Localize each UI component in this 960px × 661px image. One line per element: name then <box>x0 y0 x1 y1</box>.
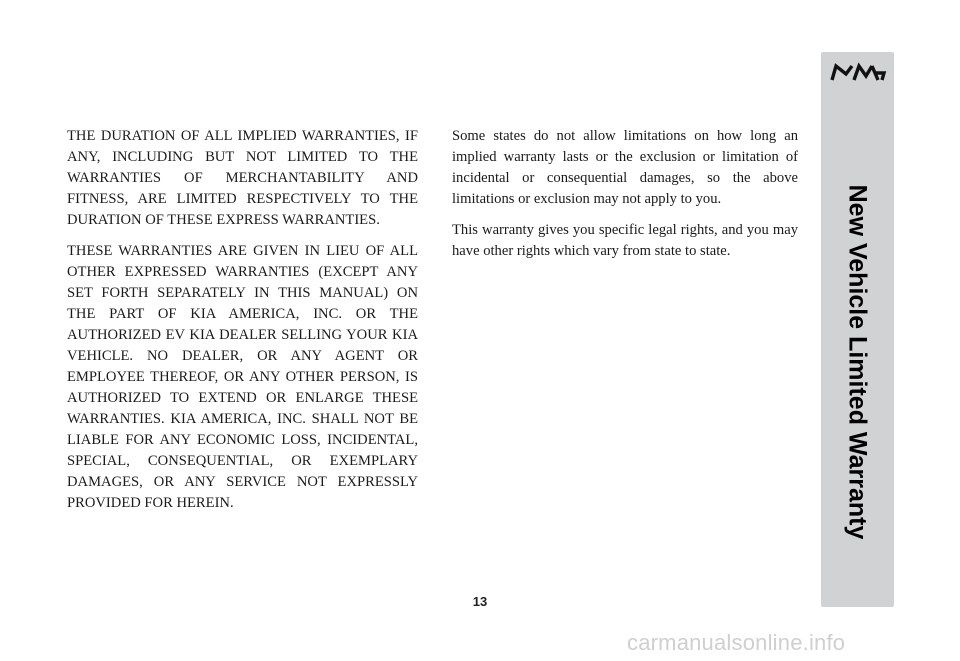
implied-warranty-duration-paragraph: THE DURATION OF ALL IMPLIED WARRANTIES, IF ANY, INCLUDING BUT NOT LIMITED TO THE WARRANTIES OF MERCHANTABILITY AND FITNESS, ARE LIMITED RESPECTIVELY TO THE DURATION OF THESE EXPRESS WARRANTIES. <box>67 128 418 228</box>
page-number: 13 <box>472 594 488 609</box>
legal-rights-paragraph: This warranty gives you specific legal rights, and you may have other rights which vary from state to state. <box>452 222 798 259</box>
side-tab <box>821 52 894 607</box>
watermark: carmanualsonline.info <box>627 630 846 655</box>
right-column <box>452 126 798 272</box>
warranty-lieu-paragraph: THESE WARRANTIES ARE GIVEN IN LIEU OF ALL OTHER EXPRESSED WARRANTIES (EXCEPT ANY SET FORTH SEPARATELY IN THIS MANUAL) ON THE PART OF KIA AMERICA, INC. OR THE AUTHORIZED EV KIA DEALER SELLING YOUR KIA VEHICLE. NO DEALER, OR ANY AGENT OR EMPLOYEE THEREOF, OR ANY OTHER PERSON, IS AUTHORIZED TO EXTEND OR ENLARGE THESE WARRANTIES. KIA AMERICA, INC. SHALL NOT BE LIABLE FOR ANY ECONOMIC LOSS, INCIDENTAL, SPECIAL, CONSEQUENTIAL, OR EXEMPLARY DAMAGES, OR ANY SERVICE NOT EXPRESSLY PROVIDED FOR HEREIN. <box>67 243 418 511</box>
side-tab-title: New Vehicle Limited Warranty <box>843 184 872 540</box>
kia-logo-icon <box>828 62 888 84</box>
state-limitations-paragraph: Some states do not allow limitations on how long an implied warranty lasts or the exclusion or limitation of incidental or consequential damages, so the above limitations or exclusion may not apply to you. <box>452 128 798 207</box>
left-column <box>67 126 418 524</box>
